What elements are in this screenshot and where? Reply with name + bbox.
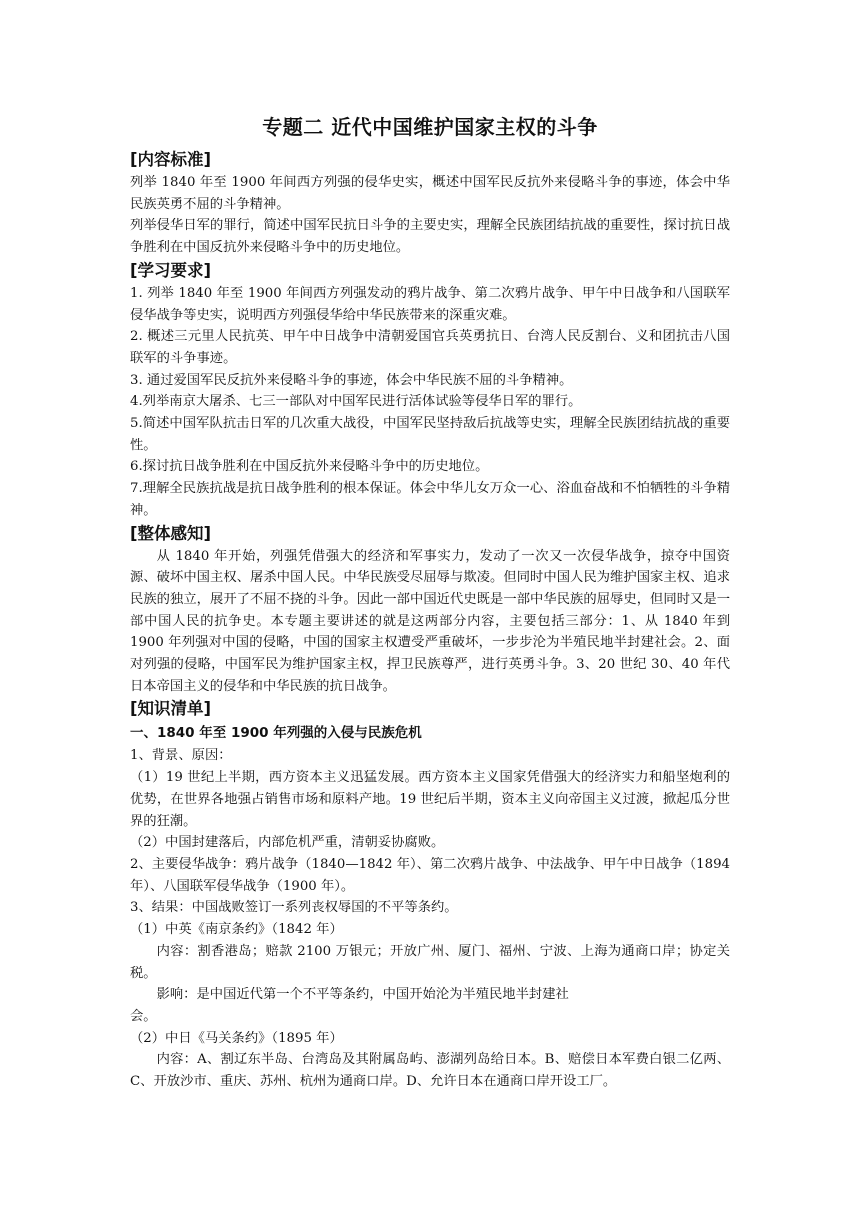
- knowledge-line: 2、主要侵华战争：鸦片战争（1840—1842 年）、第二次鸦片战争、中法战争、甲午中日战争（1894 年）、八国联军侵华战争（1900 年）。: [130, 856, 730, 894]
- requirement-item: 3. 通过爱国军民反抗外来侵略斗争的事迹，体会中华民族不屈的斗争精神。: [130, 372, 573, 388]
- requirement-item: 7.理解全民族抗战是抗日战争胜利的根本保证。体会中华儿女万众一心、浴血奋战和不怕牺牲的斗争精神。: [130, 481, 730, 518]
- section-heading-requirements: [学习要求]: [130, 260, 212, 280]
- knowledge-subheading: 一、1840 年至 1900 年列强的入侵与民族危机: [130, 725, 422, 742]
- knowledge-line: （1）中英《南京条约》（1842 年）: [130, 922, 343, 938]
- section-heading-overview: [整体感知]: [130, 523, 212, 543]
- section-heading-knowledge: [知识清单]: [130, 699, 212, 719]
- overview-paragraph: 从 1840 年开始，列强凭借强大的经济和军事实力，发动了一次又一次侵华战争，掠夺中国资源、破坏中国主权、屠杀中国人民。中华民族受尽屈辱与欺凌。但同时中国人民为维护国家主权、追求民族的独立，展开了不屈不挠的斗争。因此一部中国近代史既是一部中华民族的屈辱史，但同时又是一部中国人民的抗争史。本专题主要讲述的就是这两部分内容，主要包括三部分：1、从 1840 年到 1900 年列强对中国的侵略，中国的国家主权遭受严重破坏，一步步沦为半殖民地半封建社会。2、面对列强的侵略，中国军民为维护国家主权，捍卫民族尊严，进行英勇斗争。3、20 世纪 30、40 年代日本帝国主义的侵华和中华民族的抗日战争。: [130, 548, 730, 694]
- knowledge-line: （2）中国封建落后，内部危机严重，清朝妥协腐败。: [130, 835, 445, 851]
- knowledge-line: （1）19 世纪上半期，西方资本主义迅猛发展。西方资本主义国家凭借强大的经济实力和船坚炮利的优势，在世界各地强占销售市场和原料产地。19 世纪后半期，资本主义向帝国主义过渡，掀起瓜分世界的狂潮。: [130, 770, 730, 829]
- page-title: 专题二 近代中国维护国家主权的斗争: [262, 115, 598, 139]
- document-page: [130, 112, 730, 1093]
- section-heading-standard: [内容标准]: [130, 150, 212, 169]
- requirement-item: 6.探讨抗日战争胜利在中国反抗外来侵略斗争中的历史地位。: [130, 459, 489, 475]
- requirement-item: 4.列举南京大屠杀、七三一部队对中国军民进行活体试验等侵华日军的罪行。: [130, 394, 582, 410]
- requirement-item: 5.简述中国军队抗击日军的几次重大战役，中国军民坚持敌后抗战等史实，理解全民族团结抗战的重要性。: [130, 416, 730, 453]
- knowledge-line: 内容：割香港岛；赔款 2100 万银元；开放广州、厦门、福州、宁波、上海为通商口岸；协定关税。: [130, 943, 730, 981]
- knowledge-line: 3、结果：中国战败签订一系列丧权辱国的不平等条约。: [130, 900, 458, 916]
- knowledge-line: 1、背景、原因：: [130, 748, 232, 764]
- standard-line-1: 列举 1840 年至 1900 年间西方列强的侵华史实，概述中国军民反抗外来侵略斗争的事迹，体会中华民族英勇不屈的斗争精神。: [130, 175, 730, 212]
- knowledge-line: 内容：A、割辽东半岛、台湾岛及其附属岛屿、澎湖列岛给日本。B、赔偿日本军费白银二亿两、C、开放沙市、重庆、苏州、杭州为通商口岸。D、允许日本在通商口岸开设工厂。: [130, 1052, 730, 1090]
- standard-line-2: 列举侵华日军的罪行，简述中国军民抗日斗争的主要史实，理解全民族团结抗战的重要性，探讨抗日战争胜利在中国反抗外来侵略斗争中的历史地位。: [130, 218, 730, 256]
- knowledge-line: （2）中日《马关条约》（1895 年）: [130, 1030, 343, 1046]
- requirement-item: 1. 列举 1840 年至 1900 年间西方列强发动的鸦片战争、第二次鸦片战争、甲午中日战争和八国联军侵华战争等史实，说明西方列强侵华给中华民族带来的深重灾难。: [130, 285, 730, 323]
- knowledge-line: 会。: [130, 1008, 157, 1024]
- knowledge-line: 影响：是中国近代第一个不平等条约，中国开始沦为半殖民地半封建社: [156, 987, 569, 1003]
- requirement-item: 2. 概述三元里人民抗英、甲午中日战争中清朝爱国官兵英勇抗日、台湾人民反割台、义和团抗击八国联军的斗争事迹。: [130, 329, 730, 366]
